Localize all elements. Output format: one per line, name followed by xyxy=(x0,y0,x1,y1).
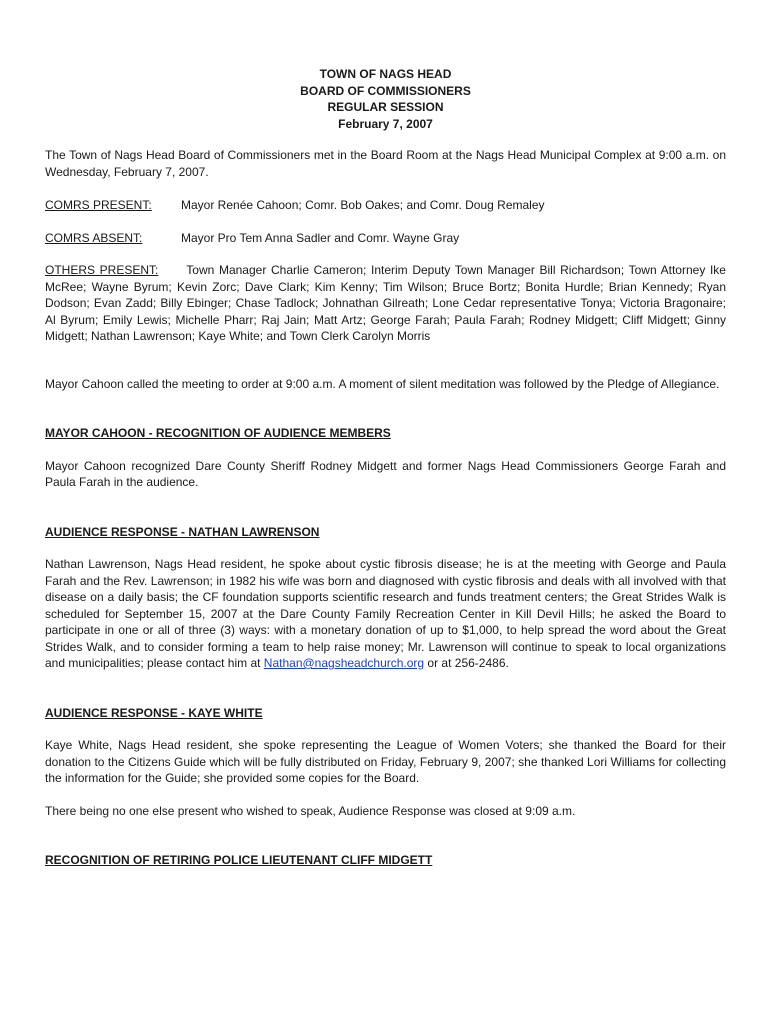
recognition-heading: MAYOR CAHOON - RECOGNITION OF AUDIENCE MEMBERS xyxy=(45,426,391,440)
others-present-value: Town Manager Charlie Cameron; Interim Deputy Town Manager Bill Richardson; Town Attorney Ike McRee; Wayne Byrum; Kevin Zorc; Dave Clark; Kim Kenny; Tim Wilson; Bruce Bortz; Bonita Hurdle; Brian Kennedy; Ryan Dodson; Evan Zadd; Billy Ebinger; Chase Tadlock; Johnathan Gilreath; Lone Cedar representative Tonya; Victoria Bragonaire; Al Byrum; Emily Lewis; Michelle Pharr; Raj Jain; Matt Artz; George Farah; Paula Farah; Rodney Midgett; Cliff Midgett; Ginny Midgett; Nathan Lawrenson; Kaye White; and Town Clerk Carolyn Morris xyxy=(45,263,726,343)
comrs-present-row xyxy=(45,197,726,214)
recognition-paragraph: Mayor Cahoon recognized Dare County Sheriff Rodney Midgett and former Nags Head Commissioners George Farah and Paula Farah in the audience. xyxy=(45,458,726,489)
email-link[interactable]: Nathan@nagsheadchurch.org xyxy=(263,656,425,670)
comrs-present-label: COMRS PRESENT: xyxy=(45,198,152,212)
lawrenson-paragraph xyxy=(45,556,726,672)
header-board: BOARD OF COMMISSIONERS xyxy=(300,83,471,98)
comrs-absent-value: Mayor Pro Tem Anna Sadler and Comr. Wayne Gray xyxy=(181,230,460,245)
header-session: REGULAR SESSION xyxy=(327,100,444,114)
document-page xyxy=(45,66,726,869)
header-date: February 7, 2007 xyxy=(338,116,433,131)
audience-closing-paragraph: There being no one else present who wished to speak, Audience Response was closed at 9:09 a.m. xyxy=(45,803,576,818)
white-heading: AUDIENCE RESPONSE - KAYE WHITE xyxy=(45,705,263,720)
header-town: TOWN OF NAGS HEAD xyxy=(319,67,452,81)
comrs-absent-label: COMRS ABSENT: xyxy=(45,230,143,245)
others-present-label: OTHERS PRESENT: xyxy=(45,263,159,277)
lawrenson-text: Nathan Lawrenson, Nags Head resident, he spoke about cystic fibrosis disease; he is at the meeting with George and Paula Farah and the Rev. Lawrenson; in 1982 his wife was born and diagnosed with cystic fibrosis and deals with all involved with that disease on a daily basis; the CF foundation supports scientific research and funds treatment centers; the Great Strides Walk is scheduled for September 15, 2007 at the Dare County Family Recreation Center in Kill Devil Hills; he asked the Board to participate in one or all of three (3) ways: with a monetary donation of up to $1,000, to help spread the word about the Great Strides Walk, and to consider forming a team to help raise money; Mr. Lawrenson will continue to speak to local organizations and municipalities; please contact him at xyxy=(45,557,726,670)
call-to-order-paragraph: Mayor Cahoon called the meeting to order at 9:00 a.m. A moment of silent meditation was followed by the Pledge of Allegiance. xyxy=(45,376,720,391)
lawrenson-phone-text: or at 256-2486. xyxy=(424,656,509,670)
lawrenson-heading: AUDIENCE RESPONSE - NATHAN LAWRENSON xyxy=(45,524,320,539)
comrs-absent-row xyxy=(45,230,726,247)
document-header xyxy=(45,66,726,132)
white-paragraph: Kaye White, Nags Head resident, she spoke representing the League of Women Voters; she thanked the Board for their donation to the Citizens Guide which will be fully distributed on Friday, February 9, 2007; she thanked Lori Williams for collecting the information for the Guide; she provided some copies for the Board. xyxy=(45,738,726,785)
intro-paragraph: The Town of Nags Head Board of Commissioners met in the Board Room at the Nags Head Municipal Complex at 9:00 a.m. on Wednesday, February 7, 2007. xyxy=(45,148,726,179)
comrs-present-value: Mayor Renée Cahoon; Comr. Bob Oakes; and Comr. Doug Remaley xyxy=(181,198,545,212)
others-present-paragraph xyxy=(45,262,726,345)
retiring-heading: RECOGNITION OF RETIRING POLICE LIEUTENANT CLIFF MIDGETT xyxy=(45,853,433,867)
